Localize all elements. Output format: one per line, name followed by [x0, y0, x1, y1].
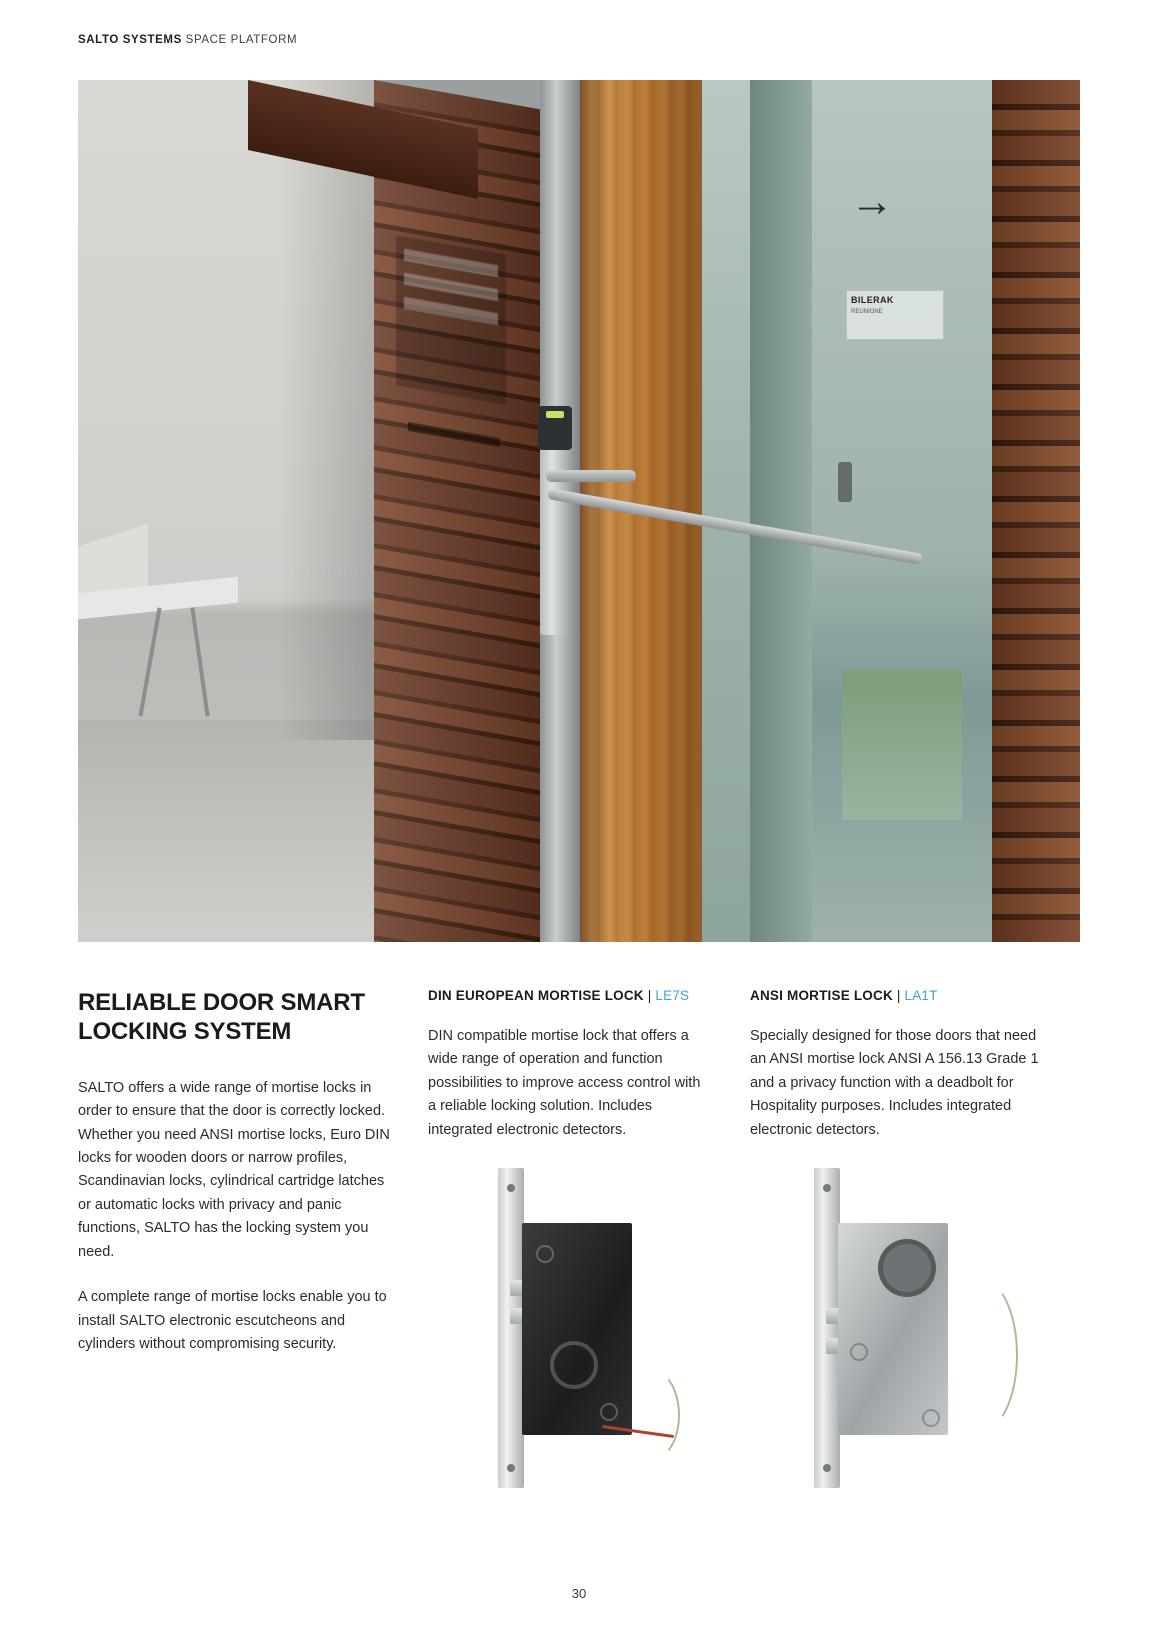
photo-door-handle	[838, 462, 852, 502]
product-code: LE7S	[655, 988, 690, 1003]
product-code: LA1T	[904, 988, 938, 1003]
lock-cylinder-cutout	[878, 1239, 936, 1297]
photo-glass-panel	[702, 80, 750, 942]
product-image-la1t	[768, 1168, 1038, 1498]
product-column-le7s	[428, 988, 706, 1142]
page-number: 30	[571, 1586, 587, 1601]
photo-panic-bar-bracket	[546, 470, 636, 482]
photo-sign-line	[404, 273, 498, 302]
lock-detector-wire	[944, 1278, 1018, 1432]
lock-faceplate	[498, 1168, 524, 1488]
photo-room-sign-sub: REUNIONE	[851, 309, 883, 315]
photo-wall-signage	[396, 235, 506, 404]
lock-screw	[600, 1403, 618, 1421]
page-header	[78, 34, 297, 46]
photo-card-reader	[538, 406, 572, 450]
lock-screw	[850, 1343, 868, 1361]
product-title-separator: |	[643, 988, 656, 1003]
lock-screw	[536, 1245, 554, 1263]
product-image-le7s	[452, 1168, 702, 1498]
product-description-le7s: DIN compatible mortise lock that offers a wide range of operation and function possibilities to improve access control with a reliable locking solution. Includes integrated electronic detectors.	[428, 1028, 701, 1138]
photo-chair-leg	[190, 607, 209, 716]
photo-sign-line	[404, 297, 498, 326]
lock-case-body	[522, 1223, 632, 1435]
lock-detector-wire	[620, 1368, 680, 1462]
photo-wood-slat-wall-left	[374, 80, 542, 942]
intro-paragraph-1: SALTO offers a wide range of mortise locks in order to ensure that the door is correctly locked. Whether you need ANSI mortise locks, Euro DIN locks for wooden doors or narrow profiles, Scandinavian locks, cylindrical cartridge latches or automatic locks with privacy and panic functions, SALTO has the locking system you need.	[78, 1079, 390, 1260]
hero-photo-illustration	[78, 80, 1080, 942]
product-description-la1t: Specially designed for those doors that need an ANSI mortise lock ANSI A 156.13 Grade 1 and a privacy function with a deadbolt for Hospitality purposes. Includes integrated electronic detectors.	[750, 1028, 1039, 1138]
faceplate-screw-hole	[507, 1464, 515, 1472]
photo-wood-slat-wall-right	[992, 80, 1080, 942]
arrow-right-icon: →	[850, 177, 894, 226]
faceplate-screw-hole	[823, 1464, 831, 1472]
product-name: DIN EUROPEAN MORTISE LOCK	[428, 988, 644, 1003]
product-title-separator: |	[892, 988, 905, 1003]
lock-case-body	[838, 1223, 948, 1435]
photo-chair-leg	[138, 607, 161, 716]
platform-name: SPACE PLATFORM	[181, 34, 298, 46]
intro-column	[78, 988, 398, 1357]
lock-faceplate	[814, 1168, 840, 1488]
photo-sign-line	[404, 249, 498, 278]
page-title: RELIABLE DOOR SMART LOCKING SYSTEM	[78, 989, 365, 1046]
photo-room-sign-title: BILERAK	[851, 295, 894, 305]
intro-paragraph-2: A complete range of mortise locks enable you to install SALTO electronic escutcheons and cylinders without compromising security.	[78, 1289, 387, 1353]
hero-photo	[78, 80, 1080, 942]
product-title-le7s	[428, 988, 706, 1003]
photo-glass-panel	[750, 80, 812, 942]
faceplate-screw-hole	[823, 1184, 831, 1192]
photo-wall-shadow	[278, 80, 378, 740]
lock-cylinder-cutout	[550, 1341, 598, 1389]
product-column-la1t	[750, 988, 1050, 1142]
photo-chair	[78, 585, 238, 775]
brand-name: SALTO SYSTEMS	[78, 34, 182, 46]
product-name: ANSI MORTISE LOCK	[750, 988, 893, 1003]
lock-screw	[922, 1409, 940, 1427]
product-title-la1t	[750, 988, 1050, 1003]
photo-room-sign	[846, 290, 944, 340]
faceplate-screw-hole	[507, 1184, 515, 1192]
